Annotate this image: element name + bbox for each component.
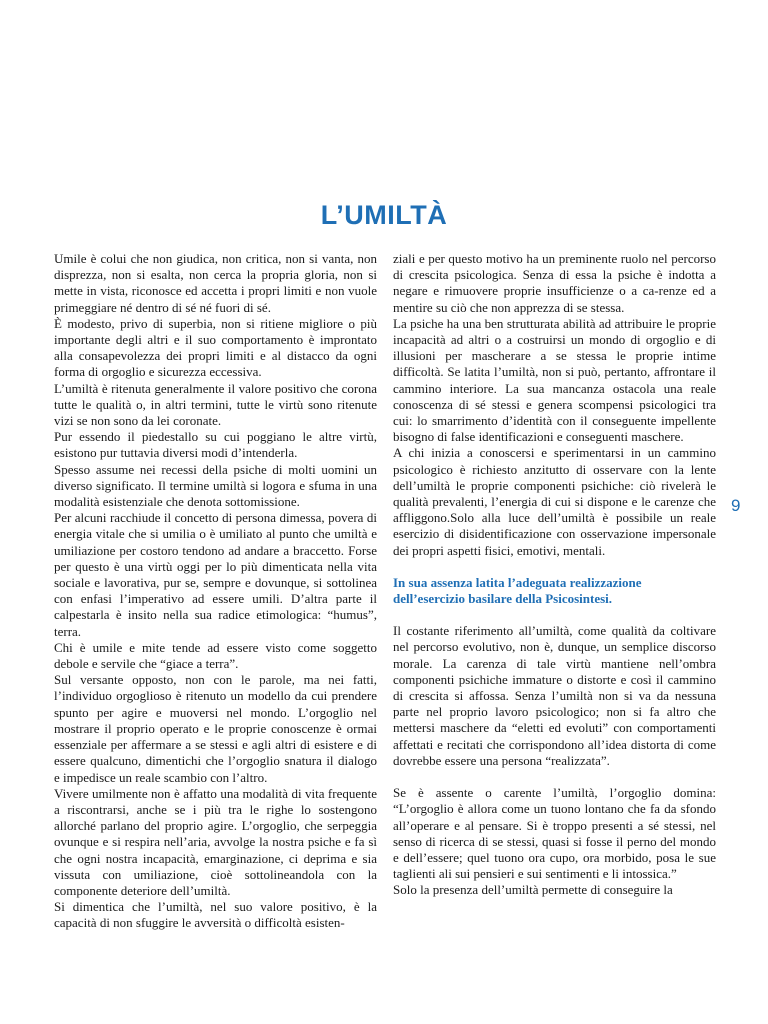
paragraph: Il costante riferimento all’umiltà, come qualità da coltivare nel percorso evolutivo, non è, dunque, un semplice discorso morale. La carenza di tale virtù mantiene nell’ombra componenti psichiche immature o distorte e così il cammino di crescita si affossa. Senza l’umiltà non si va da nessuna parte nel proprio lavoro psicologico; non si fa altro che mettersi maschere da “eletti ed evoluti” con comportamenti affettati e recitati che corrispondono all’idea distorta di come dovrebbe essere una persona “realizzata”. — [393, 623, 716, 768]
right-column — [393, 251, 716, 899]
paragraph: È modesto, privo di superbia, non si ritiene migliore o più importante degli altri e il suo comportamento è improntato alla consapevolezza dei propri limiti e al distacco da ogni forma di orgoglio e sicurezza eccessiva. — [54, 315, 377, 380]
left-column — [54, 251, 377, 932]
paragraph: L’umiltà è ritenuta generalmente il valore positivo che corona tutte le qualità o, in altri termini, tutte le virtù sono ritenute vizi se non sono da lei coronate. — [54, 380, 377, 429]
paragraph: Chi è umile e mite tende ad essere visto come soggetto debole e servile che “giace a terra”. — [54, 639, 377, 672]
paragraph: A chi inizia a conoscersi e sperimentarsi in un cammino psicologico è richiesto anzitutto di osservare con la lente dell’umiltà le proprie componenti psichiche: ciò rivelerà le qualità prevalenti, l’energia di cui si dispone e le carenze che affliggono.Solo alla luce dell’umiltà è possibile un reale esercizio di disidentificazione con osservazione impersonale dei propri aspetti fisici, emotivi, mentali. — [393, 445, 716, 558]
paragraph: Sul versante opposto, non con le parole, ma nei fatti, l’individuo orgoglioso è ritenuto un modello da cui prendere spunto per agire e muoversi nel mondo. L’orgoglio nel mostrare il proprio operato e le proprie conoscenze è ormai essenziale per affermare a se stessi e agli altri di esistere e di essere qualcuno, dimentichi che l’orgoglio snatura il dialogo e impedisce un reale scambio con l’altro. — [54, 672, 377, 785]
page-number: 9 — [731, 496, 741, 515]
paragraph: La psiche ha una ben strutturata abilità ad attribuire le proprie incapacità ad altri o a costruirsi un mondo di orgoglio e di illusioni per mascherare a se stessa le proprie intime difficoltà. Se latita l’umiltà, non si può, pertanto, affrontare il cammino interiore. La sua mancanza ostacola una reale conoscenza di sé stessi e genera scompensi psicologici tra cui: lo smarrimento d’identità con il conseguente impellente bisogno di false identificazioni e conseguenti maschere. — [393, 315, 716, 445]
paragraph: Solo la presenza dell’umiltà permette di conseguire la — [393, 882, 673, 898]
paragraph: Se è assente o carente l’umiltà, l’orgoglio domina: “L’orgoglio è allora come un tuono lontano che fa da sfondo all’operare e al pensare. Si è troppo presenti a sé stessi, nel senso di ricerca di se stessi, quasi si fosse il perno del mondo e dell’essere; quel tuono ora cupo, ora morbido, posa le sue taglienti ali sui pensieri e sui sentimenti e li intossica.” — [393, 785, 716, 882]
page-title: L’UMILTÀ — [320, 200, 448, 230]
paragraph: Spesso assume nei recessi della psiche di molti uomini un diverso significato. Il termine umiltà si logora e sfuma in una modalità esistenziale che denota sottomissione. — [54, 461, 377, 510]
paragraph: Pur essendo il piedestallo su cui poggiano le altre virtù, esistono pur tuttavia diversi modi d’intenderla. — [54, 429, 377, 461]
paragraph: Umile è colui che non giudica, non critica, non si vanta, non disprezza, non si esalta, non cerca la propria gloria, non si mette in vista, riconosce ed accetta i propri limiti e non vuole primeggiare né dentro di sé né fuori di sé. — [54, 251, 377, 315]
paragraph: ziali e per questo motivo ha un preminente ruolo nel percorso di crescita psicologica. Senza di essa la psiche è indotta a negare e rimuovere proprie insufficienze o a ca-renze ed a mentire su ciò che non apprezza di se stessa. — [393, 251, 716, 315]
paragraph: Per alcuni racchiude il concetto di persona dimessa, povera di energia vitale che si umilia o è umiliato al punto che umiltà e umiliazione per costoro tendono ad andare a braccetto. Forse per questo è una virtù oggi per lo più dimenticata nella vita sociale e lavorativa, pur se, sempre e dovunque, si sottolinea con enfasi l’imperativo ad essere umili. D’altra parte il calpestarla è insito nella sua radice etimologica: “humus”, terra. — [54, 510, 377, 639]
section-subheading: In sua assenza latita l’adeguata realizzazione dell’esercizio basilare della Psicosintesi. — [393, 574, 642, 607]
paragraph: Vivere umilmente non è affatto una modalità di vita frequente a riscontrarsi, anche se i più tra le righe lo sostengono allorché parlano del proprio agire. L’orgoglio, che serpeggia ovunque e si respira nell’aria, avvolge la nostra psiche e fa sì che ogni nostra incapacità, emarginazione, ci deprima e sia vissuta con umiliazione, cioè sottolineandola con la componente deteriore dell’umiltà. — [54, 785, 377, 898]
paragraph: Si dimentica che l’umiltà, nel suo valore positivo, è la capacità di non sfuggire le avversità o difficoltà esisten- — [54, 899, 377, 931]
